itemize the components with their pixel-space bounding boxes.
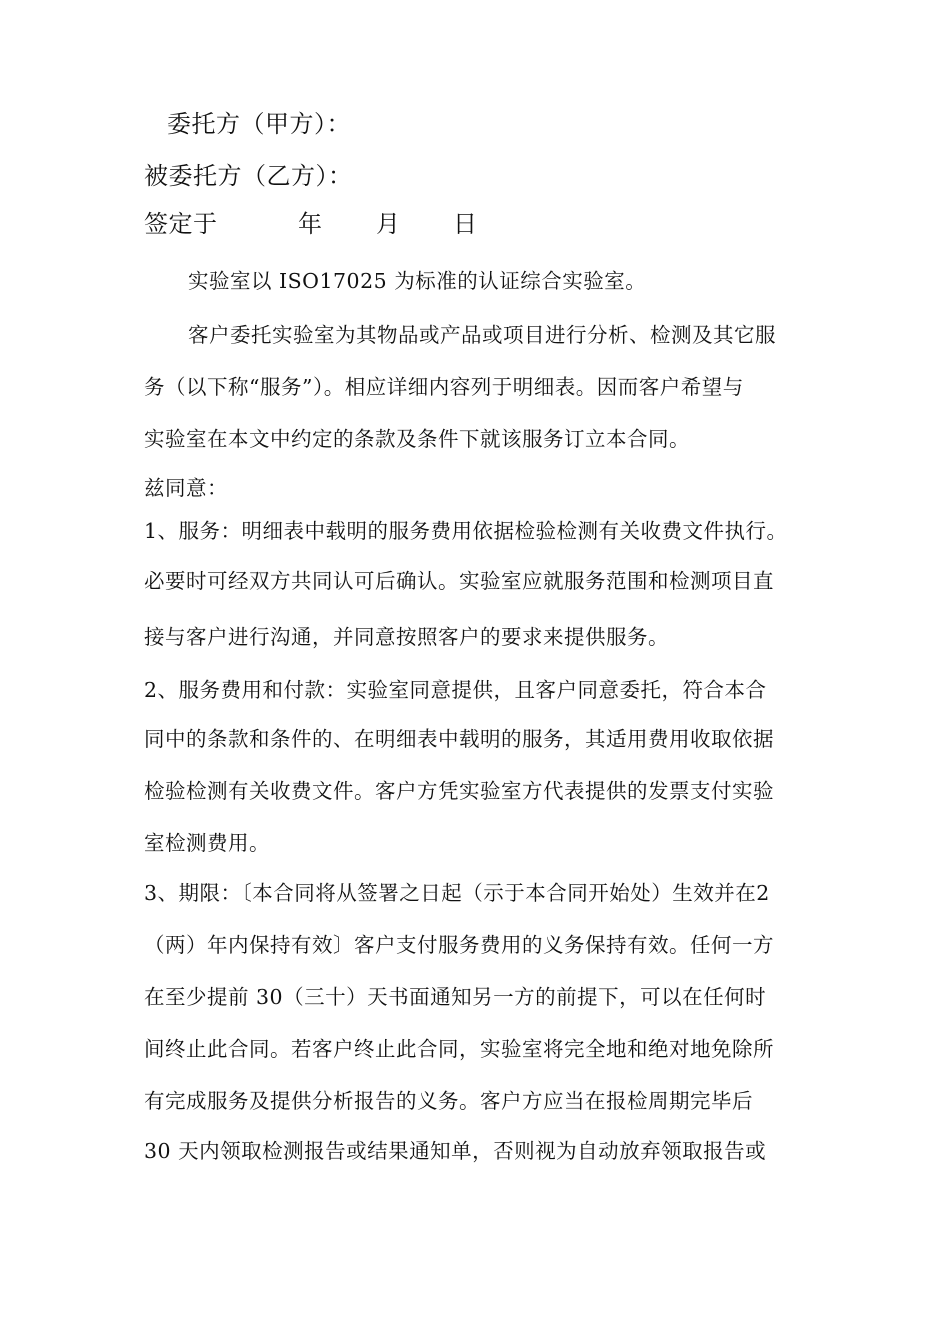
clause-line: 2、服务费用和付款：实验室同意提供，且客户同意委托，符合本合 xyxy=(144,678,767,702)
clause-line: 有完成服务及提供分析报告的义务。客户方应当在报检周期完毕后 xyxy=(144,1089,753,1113)
clause-line: 同中的条款和条件的、在明细表中载明的服务，其适用费用收取依据 xyxy=(144,727,774,751)
clause-line: 在至少提前 30（三十）天书面通知另一方的前提下，可以在任何时 xyxy=(144,985,767,1009)
clause-line: （两）年内保持有效〕客户支付服务费用的义务保持有效。任何一方 xyxy=(144,933,774,957)
clause-line: 必要时可经双方共同认可后确认。实验室应就服务范围和检测项目直 xyxy=(144,569,774,593)
party-b-label: 被委托方（乙方）： xyxy=(144,162,353,190)
paragraph-line: 务（以下称“服务”）。相应详细内容列于明细表。因而客户希望与 xyxy=(144,375,744,399)
clause-line: 检验检测有关收费文件。客户方凭实验室方代表提供的发票支付实验 xyxy=(144,779,774,803)
signing-month-label: 月 xyxy=(376,210,401,238)
clause-line: 1、服务：明细表中载明的服务费用依据检验检测有关收费文件执行。 xyxy=(144,519,788,543)
paragraph-line: 实验室在本文中约定的条款及条件下就该服务订立本合同。 xyxy=(144,427,690,451)
paragraph-line: 客户委托实验室为其物品或产品或项目进行分析、检测及其它服 xyxy=(188,323,776,347)
clause-line: 3、期限：〔本合同将从签署之日起（示于本合同开始处）生效并在2 xyxy=(144,881,770,905)
clause-line: 30 天内领取检测报告或结果通知单，否则视为自动放弃领取报告或 xyxy=(144,1139,767,1163)
signing-day-label: 日 xyxy=(453,210,478,238)
paragraph-line: 兹同意： xyxy=(144,476,228,500)
clause-line: 间终止此合同。若客户终止此合同，实验室将完全地和绝对地免除所 xyxy=(144,1037,774,1061)
signing-date-label: 签定于 xyxy=(144,210,218,238)
clause-line: 接与客户进行沟通，并同意按照客户的要求来提供服务。 xyxy=(144,625,669,649)
paragraph-line: 实验室以 ISO17025 为标准的认证综合实验室。 xyxy=(188,269,647,293)
party-a-label: 委托方（甲方）： xyxy=(167,110,351,138)
signing-year-label: 年 xyxy=(298,210,323,238)
clause-line: 室检测费用。 xyxy=(144,831,270,855)
